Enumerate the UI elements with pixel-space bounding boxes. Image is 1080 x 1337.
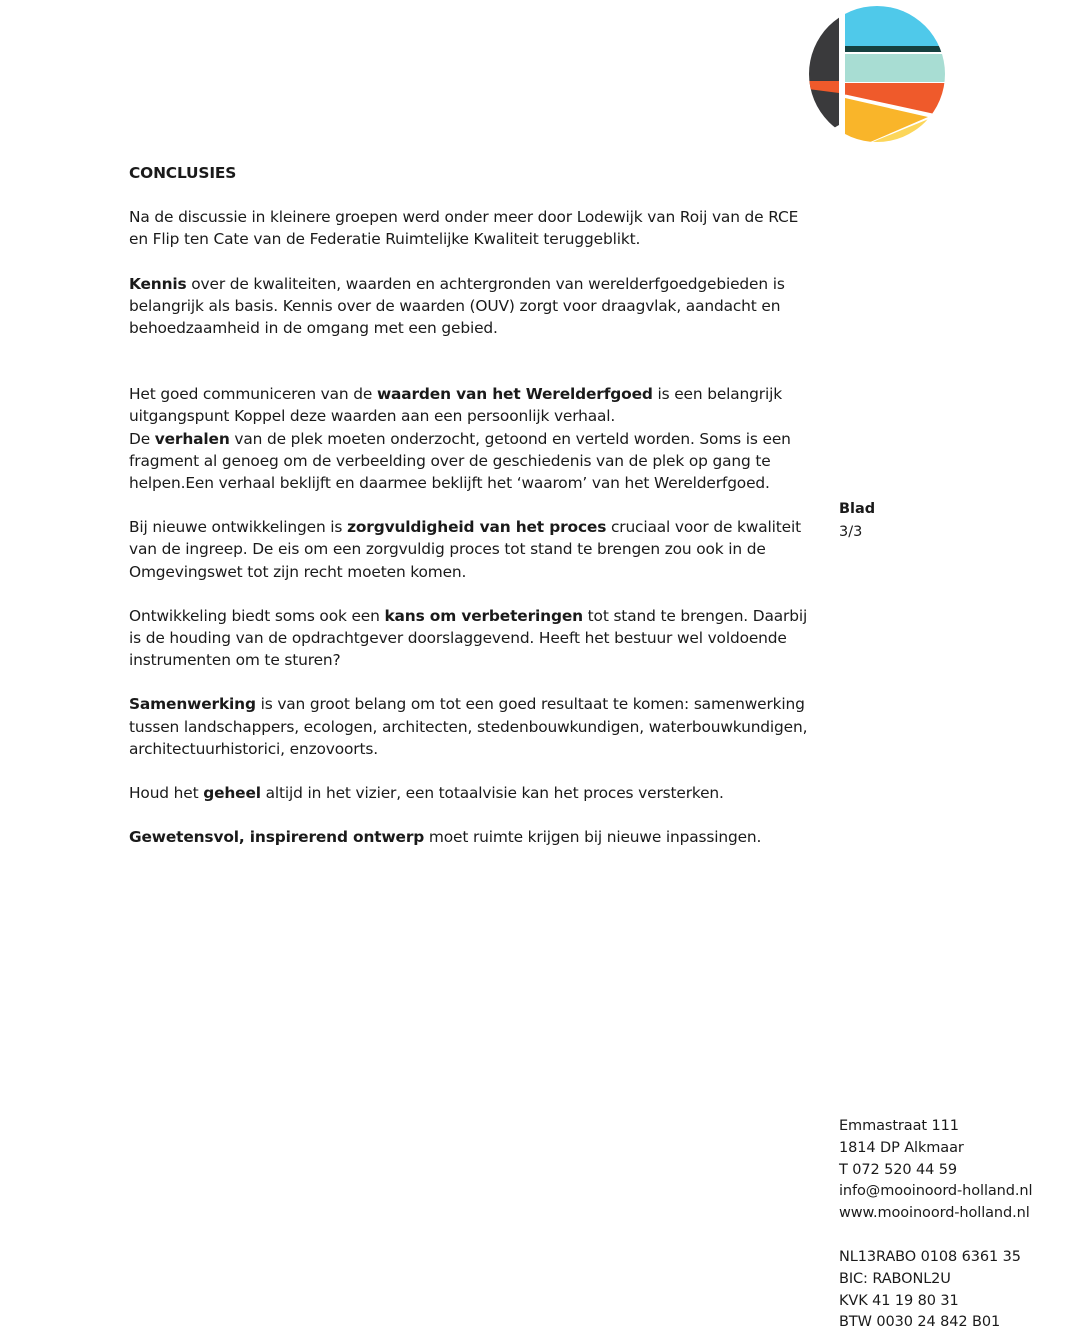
- verhalen-text-b: van de plek moeten onderzocht, getoond en verteld worden. Soms is een fragment al genoeg om de verbeelding over de geschiedenis van de plek op gang te helpen.Een verhaal beklijft en daarmee beklijft het ‘waarom’ van het Werelderfgoed.: [129, 429, 791, 493]
- geheel-bold: geheel: [203, 784, 261, 803]
- website-url: www.mooinoord-holland.nl: [839, 1205, 1030, 1222]
- logo-cyan-band: [845, 5, 946, 46]
- paragraph-kans: [129, 605, 819, 672]
- main-content: [129, 162, 819, 848]
- kans-bold: kans om verbeteringen: [384, 606, 583, 625]
- waarden-bold: waarden van het Werelderfgoed: [376, 385, 653, 404]
- address-city: 1814 DP Alkmaar: [839, 1139, 964, 1156]
- samenwerking-text: is van groot belang om tot een goed resultaat te komen: samenwerking tussen landschappers, ecologen, architecten, stedenbouwkundigen, waterbouwkundigen, architectuurhistorici, enzovoorts.: [129, 695, 808, 758]
- paragraph-samenwerking: [129, 693, 819, 760]
- kennis-bold: Kennis: [129, 274, 187, 293]
- address-spacer: [839, 1225, 1032, 1247]
- zorgvuldigheid-bold: zorgvuldigheid van het proces: [347, 518, 607, 537]
- bank-bic: BIC: RABONL2U: [839, 1270, 951, 1287]
- page-indicator: [839, 498, 875, 544]
- paragraph-ontwerp: [129, 826, 819, 848]
- btw-number: BTW 0030 24 842 B01: [839, 1314, 1001, 1331]
- waarden-text-a: Het goed communiceren van de: [129, 385, 377, 404]
- mooi-noord-holland-logo: [808, 5, 946, 143]
- email-address: info@mooinoord-holland.nl: [839, 1183, 1033, 1200]
- geheel-text-a: Houd het: [129, 784, 204, 803]
- page-label: Blad: [839, 501, 876, 517]
- paragraph-waarden: [129, 383, 819, 427]
- paragraph-verhalen: [129, 428, 819, 495]
- contact-address-block: [839, 1116, 1032, 1334]
- logo-teal-line: [845, 46, 946, 52]
- kvk-number: KVK 41 19 80 31: [839, 1292, 959, 1309]
- address-street: Emmastraat 111: [839, 1118, 959, 1134]
- geheel-text-b: altijd in het vizier, een totaalvisie kan het proces versterken.: [260, 784, 724, 803]
- samenwerking-bold: Samenwerking: [129, 695, 256, 714]
- verhalen-text-a: De: [129, 429, 155, 448]
- paragraph-intro: Na de discussie in kleinere groepen werd onder meer door Lodewijk van Roij van de RCE en Flip ten Cate van de Federatie Ruimtelijke Kwaliteit teruggeblikt.: [129, 208, 799, 249]
- kennis-text: over de kwaliteiten, waarden en achtergronden van werelderfgoedgebieden is belangrijk als basis. Kennis over de waarden (OUV) zorgt voor draagvlak, aandacht en behoedzaamheid in de omgang met een gebied.: [129, 274, 785, 338]
- phone-number: T 072 520 44 59: [839, 1161, 958, 1178]
- page-number: 3/3: [839, 524, 863, 540]
- waarden-text-b: is een belangrijk uitgangspunt Koppel deze waarden aan een persoonlijk verhaal.: [129, 385, 782, 426]
- kans-text-b: tot stand te brengen. Daarbij is de houding van de opdrachtgever doorslaggevend. Heeft het bestuur wel voldoende instrumenten om te sturen?: [129, 606, 808, 670]
- logo-mint-band: [845, 54, 946, 82]
- kans-text-a: Ontwikkeling biedt soms ook een: [129, 606, 385, 625]
- bank-iban: NL13RABO 0108 6361 35: [839, 1248, 1021, 1265]
- zorgvuldigheid-text-a: Bij nieuwe ontwikkelingen is: [129, 518, 348, 537]
- paragraph-geheel: [129, 782, 819, 804]
- paragraph-kennis: [129, 273, 819, 340]
- verhalen-bold: verhalen: [154, 429, 230, 448]
- logo-dark-segment: [808, 5, 839, 143]
- zorgvuldigheid-text-b: cruciaal voor de kwaliteit van de ingreep. De eis om een zorgvuldig proces tot stand te brengen zou ook in de Omgevingswet tot zijn recht moeten komen.: [129, 518, 801, 581]
- section-title: CONCLUSIES: [129, 164, 237, 182]
- ontwerp-bold: Gewetensvol, inspirerend ontwerp: [129, 828, 425, 847]
- paragraph-zorgvuldigheid: [129, 516, 819, 583]
- ontwerp-text: moet ruimte krijgen bij nieuwe inpassingen.: [424, 828, 762, 847]
